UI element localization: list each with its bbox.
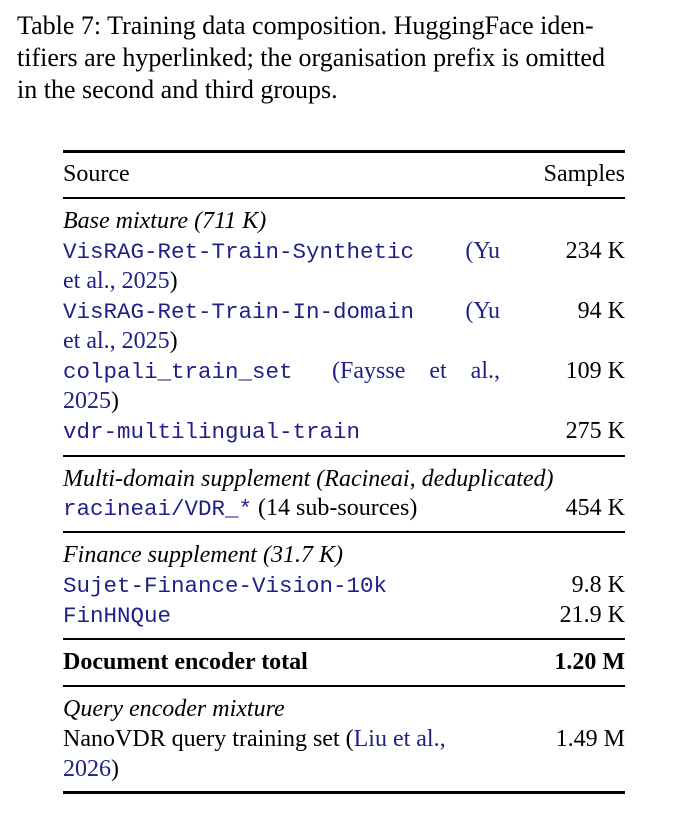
citation[interactable]: (Yu [465,238,500,264]
citation[interactable]: et al., 2025 [63,328,170,354]
group-rule [63,531,625,533]
sample-count: 21.9 K [559,602,625,628]
sample-count: 1.49 M [555,726,625,752]
table-bottom-rule [63,791,625,794]
dataset-link[interactable]: VisRAG-Ret-Train-Synthetic [63,239,415,265]
table-row [63,570,387,601]
dataset-link[interactable]: racineai/VDR_* [63,496,253,522]
caption-line: Table 7: Training data composition. HuggingFace iden- [17,11,594,40]
table-row [63,600,171,631]
sample-count: 234 K [565,238,625,264]
group-title-multidomain: Multi-domain supplement (Racineai, deduplicated) [63,466,554,492]
dataset-link[interactable]: colpali_train_set [63,359,293,385]
paren: ) [111,756,119,782]
row-note: (14 sub-sources) [252,495,418,521]
paren: ) [169,268,178,294]
group-title-finance: Finance supplement (31.7 K) [63,542,343,568]
group-rule [63,638,625,640]
group-title-query: Query encoder mixture [63,696,285,722]
total-label: Document encoder total [63,649,308,675]
dataset-link[interactable]: VisRAG-Ret-Train-In-domain [63,299,415,325]
sample-count: 454 K [565,495,625,521]
paren: ) [111,388,119,414]
table-row-cont [63,386,119,416]
citation[interactable]: et al., 2025 [63,268,170,294]
header-rule [63,197,625,199]
table-row [63,724,500,754]
table-row [63,493,417,524]
sample-count: 109 K [565,358,625,384]
table-row [63,296,500,327]
table-caption [17,10,679,106]
citation[interactable]: 2025 [63,388,111,414]
group-rule [63,685,625,687]
dataset-link[interactable]: Sujet-Finance-Vision-10k [63,573,388,599]
citation[interactable]: Liu et al., [353,726,446,752]
header-samples: Samples [543,161,625,187]
paren: ) [169,328,178,354]
table-row [63,236,500,267]
group-rule [63,455,625,457]
table-row-cont [63,326,178,356]
sample-count: 275 K [565,418,625,444]
row-text: NanoVDR query training set ( [63,726,354,752]
citation[interactable]: (Yu [465,298,500,324]
sample-count: 94 K [577,298,625,324]
citation[interactable]: 2026 [63,756,111,782]
header-source: Source [63,161,130,187]
total-samples: 1.20 M [554,649,625,675]
group-title-base: Base mixture (711 K) [63,208,267,234]
table-row-cont [63,266,178,296]
table-top-rule [63,150,625,153]
table-row [63,416,360,447]
caption-line: in the second and third groups. [17,75,338,104]
table-row-cont [63,754,119,784]
sample-count: 9.8 K [571,572,625,598]
dataset-link[interactable]: vdr-multilingual-train [63,419,361,445]
citation[interactable]: (Faysse et al., [332,358,500,384]
table-row [63,356,500,387]
caption-line: tifiers are hyperlinked; the organisation prefix is omitted [17,43,605,72]
dataset-link[interactable]: FinHNQue [63,603,172,629]
